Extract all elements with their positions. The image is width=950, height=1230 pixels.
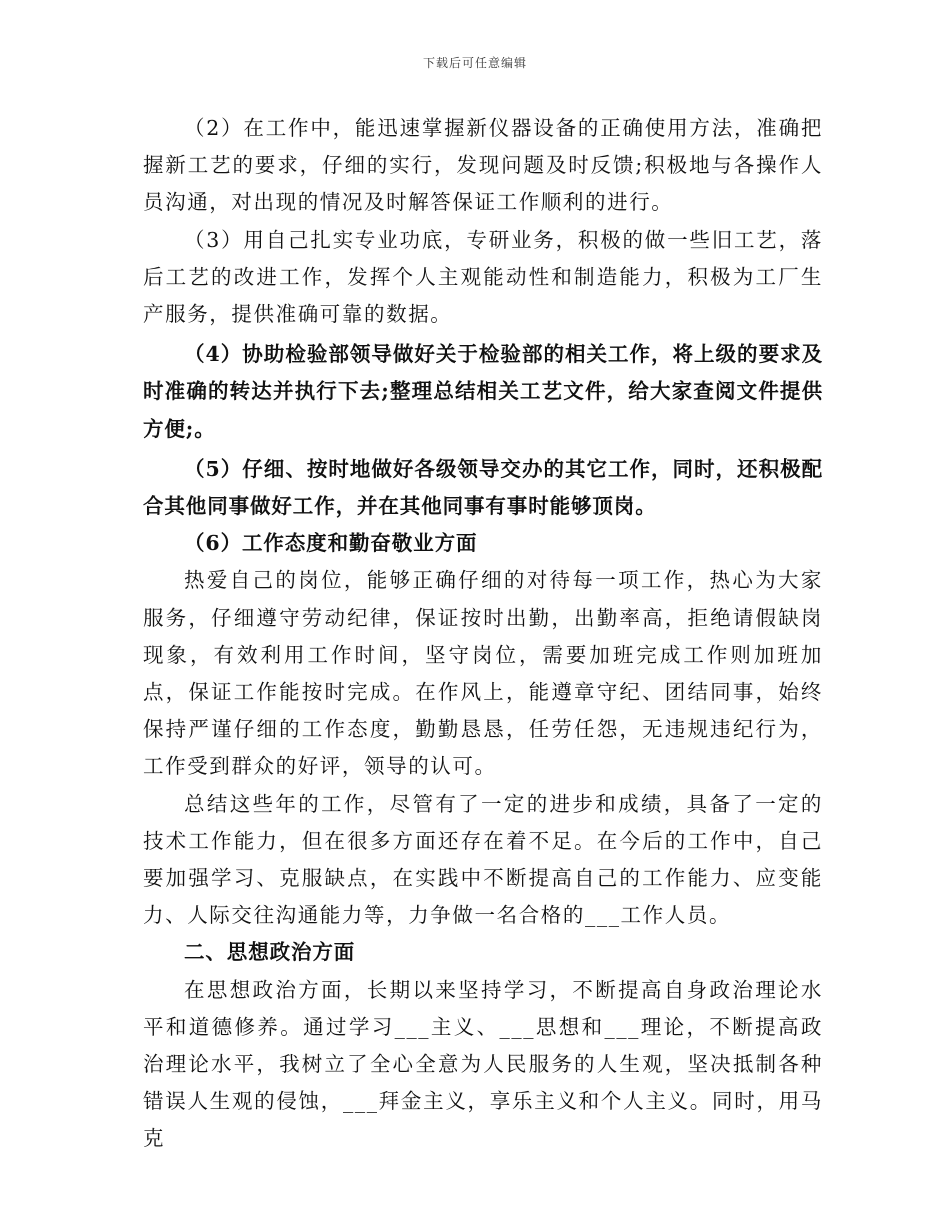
section-heading-politics: 二、思想政治方面 xyxy=(184,940,356,965)
paragraph-summary: 总结这些年的工作，尽管有了一定的进步和成绩，具备了一定的技术工作能力，但在很多方面还存在着不足。在今后的工作中，自己要加强学习、克服缺点，在实践中不断提高自己的工作能力、应变能力、人际交往沟通能力等，力争做一名合格的___工作人员。 xyxy=(143,791,823,928)
paragraph-work-attitude: 热爱自己的岗位，能够正确仔细的对待每一项工作，热心为大家服务，仔细遵守劳动纪律，保证按时出勤，出勤率高，拒绝请假缺岗现象，有效利用工作时间，坚守岗位，需要加班完成工作则加班加点，保证工作能按时完成。在作风上，能遵章守纪、团结同事，始终保持严谨仔细的工作态度，勤勤恳恳，任劳任怨，无违规违纪行为，工作受到群众的好评，领导的认可。 xyxy=(143,568,823,779)
paragraph-item-5: （5）仔细、按时地做好各级领导交办的其它工作，同时，还积极配合其他同事做好工作，并在其他同事有事时能够顶岗。 xyxy=(143,456,823,519)
paragraph-politics: 在思想政治方面，长期以来坚持学习，不断提高自身政治理论水平和道德修养。通过学习___主义、___思想和___理论，不断提高政治理论水平，我树立了全心全意为人民服务的人生观，坚决抵制各种错误人生观的侵蚀，___拜金主义，享乐主义和个人主义。同时，用马克 xyxy=(143,977,823,1151)
paragraph-item-2: （2）在工作中，能迅速掌握新仪器设备的正确使用方法，准确把握新工艺的要求，仔细的实行，发现问题及时反馈;积极地与各操作人员沟通，对出现的情况及时解答保证工作顺利的进行。 xyxy=(143,116,823,215)
paragraph-item-4: （4）协助检验部领导做好关于检验部的相关工作，将上级的要求及时准确的转达并执行下去;整理总结相关工艺文件，给大家查阅文件提供方便;。 xyxy=(143,342,823,441)
paragraph-item-3: （3）用自己扎实专业功底，专研业务，积极的做一些旧工艺，落后工艺的改进工作，发挥个人主观能动性和制造能力，积极为工厂生产服务，提供准确可靠的数据。 xyxy=(143,227,823,327)
document-body xyxy=(143,110,823,1158)
heading-work-attitude: （6）工作态度和勤奋敬业方面 xyxy=(184,531,478,556)
page-header: 下载后可任意编辑 xyxy=(422,56,527,70)
